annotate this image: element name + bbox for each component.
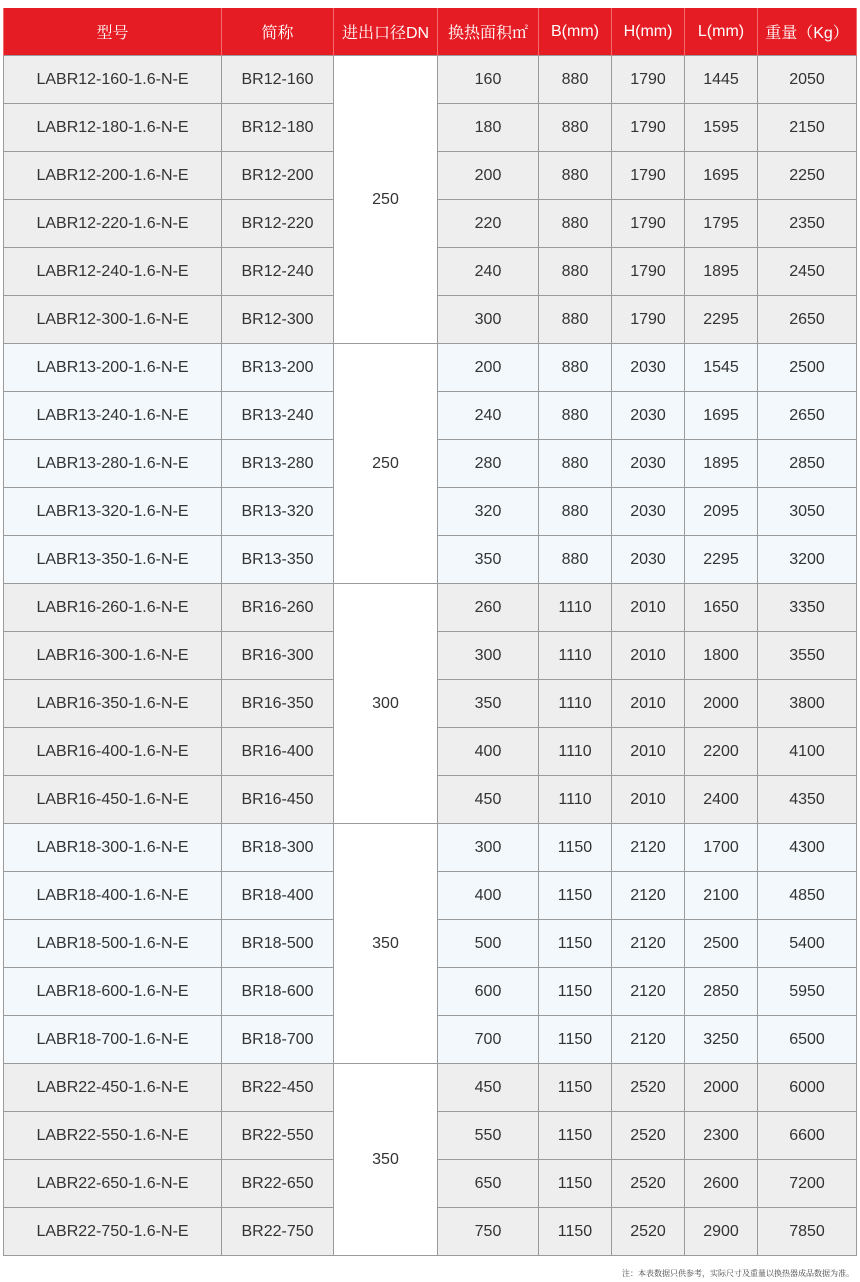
cell-weight: 3200 [758, 536, 857, 584]
cell-b: 1150 [539, 824, 612, 872]
cell-short-name: BR22-450 [222, 1064, 334, 1112]
cell-heat-area: 450 [438, 1064, 539, 1112]
spec-table [3, 8, 857, 1256]
cell-l: 2295 [685, 296, 758, 344]
cell-model: LABR13-280-1.6-N-E [4, 440, 222, 488]
cell-b: 1110 [539, 584, 612, 632]
cell-model: LABR12-180-1.6-N-E [4, 104, 222, 152]
cell-heat-area: 180 [438, 104, 539, 152]
cell-l: 2000 [685, 680, 758, 728]
cell-model: LABR22-550-1.6-N-E [4, 1112, 222, 1160]
cell-h: 1790 [612, 296, 685, 344]
cell-b: 880 [539, 296, 612, 344]
cell-weight: 4300 [758, 824, 857, 872]
cell-l: 1695 [685, 392, 758, 440]
col-header-b: B(mm) [539, 8, 612, 56]
cell-l: 1895 [685, 248, 758, 296]
cell-l: 2850 [685, 968, 758, 1016]
cell-b: 1150 [539, 872, 612, 920]
cell-model: LABR12-200-1.6-N-E [4, 152, 222, 200]
cell-weight: 3050 [758, 488, 857, 536]
cell-short-name: BR16-350 [222, 680, 334, 728]
cell-short-name: BR16-260 [222, 584, 334, 632]
cell-heat-area: 240 [438, 392, 539, 440]
cell-weight: 2650 [758, 296, 857, 344]
col-header-short-name: 简称 [222, 8, 334, 56]
cell-heat-area: 500 [438, 920, 539, 968]
cell-h: 2030 [612, 440, 685, 488]
cell-heat-area: 300 [438, 824, 539, 872]
cell-short-name: BR22-550 [222, 1112, 334, 1160]
cell-b: 1150 [539, 968, 612, 1016]
cell-heat-area: 300 [438, 632, 539, 680]
cell-l: 1650 [685, 584, 758, 632]
cell-weight: 3350 [758, 584, 857, 632]
cell-b: 1150 [539, 920, 612, 968]
cell-h: 2010 [612, 632, 685, 680]
cell-h: 2520 [612, 1064, 685, 1112]
cell-l: 2295 [685, 536, 758, 584]
cell-model: LABR16-260-1.6-N-E [4, 584, 222, 632]
cell-l: 2200 [685, 728, 758, 776]
cell-short-name: BR13-240 [222, 392, 334, 440]
cell-h: 2030 [612, 392, 685, 440]
cell-b: 880 [539, 344, 612, 392]
cell-model: LABR13-320-1.6-N-E [4, 488, 222, 536]
cell-heat-area: 160 [438, 56, 539, 104]
cell-heat-area: 550 [438, 1112, 539, 1160]
cell-short-name: BR22-750 [222, 1208, 334, 1256]
cell-model: LABR18-500-1.6-N-E [4, 920, 222, 968]
cell-short-name: BR12-220 [222, 200, 334, 248]
cell-short-name: BR18-600 [222, 968, 334, 1016]
cell-b: 1150 [539, 1208, 612, 1256]
cell-weight: 4100 [758, 728, 857, 776]
cell-weight: 5950 [758, 968, 857, 1016]
cell-l: 1800 [685, 632, 758, 680]
cell-heat-area: 600 [438, 968, 539, 1016]
cell-model: LABR16-350-1.6-N-E [4, 680, 222, 728]
cell-h: 2520 [612, 1112, 685, 1160]
cell-weight: 2150 [758, 104, 857, 152]
cell-b: 880 [539, 152, 612, 200]
cell-weight: 4350 [758, 776, 857, 824]
cell-h: 2010 [612, 584, 685, 632]
cell-b: 880 [539, 104, 612, 152]
cell-model: LABR16-300-1.6-N-E [4, 632, 222, 680]
cell-port-diameter: 250 [334, 56, 438, 344]
cell-short-name: BR16-450 [222, 776, 334, 824]
cell-short-name: BR13-280 [222, 440, 334, 488]
cell-weight: 3550 [758, 632, 857, 680]
cell-model: LABR22-750-1.6-N-E [4, 1208, 222, 1256]
cell-l: 1700 [685, 824, 758, 872]
cell-heat-area: 350 [438, 680, 539, 728]
cell-b: 880 [539, 56, 612, 104]
cell-b: 880 [539, 536, 612, 584]
cell-h: 1790 [612, 104, 685, 152]
cell-b: 880 [539, 488, 612, 536]
col-header-h: H(mm) [612, 8, 685, 56]
cell-model: LABR22-650-1.6-N-E [4, 1160, 222, 1208]
table-header [4, 8, 857, 56]
cell-model: LABR18-700-1.6-N-E [4, 1016, 222, 1064]
cell-h: 2010 [612, 776, 685, 824]
cell-l: 2095 [685, 488, 758, 536]
cell-weight: 2450 [758, 248, 857, 296]
cell-h: 2120 [612, 824, 685, 872]
cell-short-name: BR13-350 [222, 536, 334, 584]
cell-b: 880 [539, 440, 612, 488]
cell-model: LABR12-160-1.6-N-E [4, 56, 222, 104]
cell-l: 2000 [685, 1064, 758, 1112]
cell-short-name: BR12-240 [222, 248, 334, 296]
cell-h: 2010 [612, 680, 685, 728]
cell-short-name: BR13-320 [222, 488, 334, 536]
cell-weight: 2250 [758, 152, 857, 200]
cell-heat-area: 260 [438, 584, 539, 632]
cell-port-diameter: 300 [334, 584, 438, 824]
cell-h: 2120 [612, 920, 685, 968]
cell-h: 2010 [612, 728, 685, 776]
header-row [4, 8, 857, 56]
cell-heat-area: 750 [438, 1208, 539, 1256]
cell-heat-area: 450 [438, 776, 539, 824]
cell-l: 3250 [685, 1016, 758, 1064]
cell-h: 2120 [612, 1016, 685, 1064]
cell-short-name: BR18-400 [222, 872, 334, 920]
cell-weight: 2050 [758, 56, 857, 104]
col-header-model: 型号 [4, 8, 222, 56]
col-header-weight: 重量（Kg） [758, 8, 857, 56]
cell-weight: 5400 [758, 920, 857, 968]
cell-heat-area: 350 [438, 536, 539, 584]
cell-port-diameter: 350 [334, 1064, 438, 1256]
cell-b: 880 [539, 392, 612, 440]
col-header-l: L(mm) [685, 8, 758, 56]
cell-l: 2300 [685, 1112, 758, 1160]
cell-model: LABR18-400-1.6-N-E [4, 872, 222, 920]
cell-weight: 2650 [758, 392, 857, 440]
cell-h: 1790 [612, 200, 685, 248]
table-row [4, 584, 857, 632]
col-header-port-diameter: 进出口径DN [334, 8, 438, 56]
cell-heat-area: 200 [438, 152, 539, 200]
cell-model: LABR12-220-1.6-N-E [4, 200, 222, 248]
cell-weight: 2350 [758, 200, 857, 248]
cell-weight: 2500 [758, 344, 857, 392]
cell-heat-area: 200 [438, 344, 539, 392]
cell-heat-area: 650 [438, 1160, 539, 1208]
cell-h: 2030 [612, 488, 685, 536]
cell-l: 1695 [685, 152, 758, 200]
cell-short-name: BR18-500 [222, 920, 334, 968]
cell-short-name: BR12-200 [222, 152, 334, 200]
cell-short-name: BR16-400 [222, 728, 334, 776]
cell-b: 880 [539, 248, 612, 296]
cell-heat-area: 220 [438, 200, 539, 248]
cell-b: 1150 [539, 1160, 612, 1208]
cell-heat-area: 240 [438, 248, 539, 296]
table-body [4, 56, 857, 1256]
cell-weight: 7850 [758, 1208, 857, 1256]
cell-b: 880 [539, 200, 612, 248]
cell-b: 1110 [539, 680, 612, 728]
cell-short-name: BR12-180 [222, 104, 334, 152]
cell-b: 1150 [539, 1016, 612, 1064]
cell-l: 1895 [685, 440, 758, 488]
cell-weight: 6600 [758, 1112, 857, 1160]
table-row [4, 56, 857, 104]
cell-l: 1545 [685, 344, 758, 392]
cell-h: 1790 [612, 56, 685, 104]
table-row [4, 1064, 857, 1112]
cell-b: 1110 [539, 776, 612, 824]
cell-short-name: BR12-300 [222, 296, 334, 344]
table-row [4, 824, 857, 872]
cell-port-diameter: 250 [334, 344, 438, 584]
cell-h: 2030 [612, 344, 685, 392]
cell-heat-area: 700 [438, 1016, 539, 1064]
cell-h: 1790 [612, 248, 685, 296]
cell-heat-area: 320 [438, 488, 539, 536]
cell-model: LABR12-300-1.6-N-E [4, 296, 222, 344]
cell-model: LABR13-240-1.6-N-E [4, 392, 222, 440]
cell-model: LABR18-300-1.6-N-E [4, 824, 222, 872]
cell-short-name: BR22-650 [222, 1160, 334, 1208]
cell-l: 2500 [685, 920, 758, 968]
cell-short-name: BR16-300 [222, 632, 334, 680]
cell-short-name: BR18-700 [222, 1016, 334, 1064]
cell-model: LABR13-350-1.6-N-E [4, 536, 222, 584]
cell-weight: 6000 [758, 1064, 857, 1112]
cell-l: 2600 [685, 1160, 758, 1208]
cell-heat-area: 400 [438, 872, 539, 920]
cell-short-name: BR12-160 [222, 56, 334, 104]
cell-h: 2120 [612, 968, 685, 1016]
cell-weight: 2850 [758, 440, 857, 488]
footnote: 注：本表数据只供参考，实际尺寸及重量以换热器成品数据为准。 [622, 1269, 854, 1278]
cell-weight: 3800 [758, 680, 857, 728]
cell-model: LABR18-600-1.6-N-E [4, 968, 222, 1016]
cell-model: LABR16-400-1.6-N-E [4, 728, 222, 776]
cell-l: 1445 [685, 56, 758, 104]
cell-h: 1790 [612, 152, 685, 200]
cell-model: LABR16-450-1.6-N-E [4, 776, 222, 824]
cell-l: 2400 [685, 776, 758, 824]
cell-h: 2120 [612, 872, 685, 920]
col-header-heat-area: 换热面积㎡ [438, 8, 539, 56]
cell-h: 2520 [612, 1208, 685, 1256]
cell-model: LABR12-240-1.6-N-E [4, 248, 222, 296]
cell-l: 2100 [685, 872, 758, 920]
cell-short-name: BR13-200 [222, 344, 334, 392]
cell-port-diameter: 350 [334, 824, 438, 1064]
cell-h: 2030 [612, 536, 685, 584]
cell-l: 1595 [685, 104, 758, 152]
cell-heat-area: 300 [438, 296, 539, 344]
cell-b: 1150 [539, 1112, 612, 1160]
cell-weight: 7200 [758, 1160, 857, 1208]
cell-b: 1110 [539, 728, 612, 776]
cell-l: 1795 [685, 200, 758, 248]
cell-l: 2900 [685, 1208, 758, 1256]
cell-heat-area: 400 [438, 728, 539, 776]
cell-model: LABR13-200-1.6-N-E [4, 344, 222, 392]
cell-b: 1110 [539, 632, 612, 680]
cell-weight: 4850 [758, 872, 857, 920]
cell-model: LABR22-450-1.6-N-E [4, 1064, 222, 1112]
table-row [4, 344, 857, 392]
cell-h: 2520 [612, 1160, 685, 1208]
cell-weight: 6500 [758, 1016, 857, 1064]
cell-short-name: BR18-300 [222, 824, 334, 872]
cell-heat-area: 280 [438, 440, 539, 488]
cell-b: 1150 [539, 1064, 612, 1112]
